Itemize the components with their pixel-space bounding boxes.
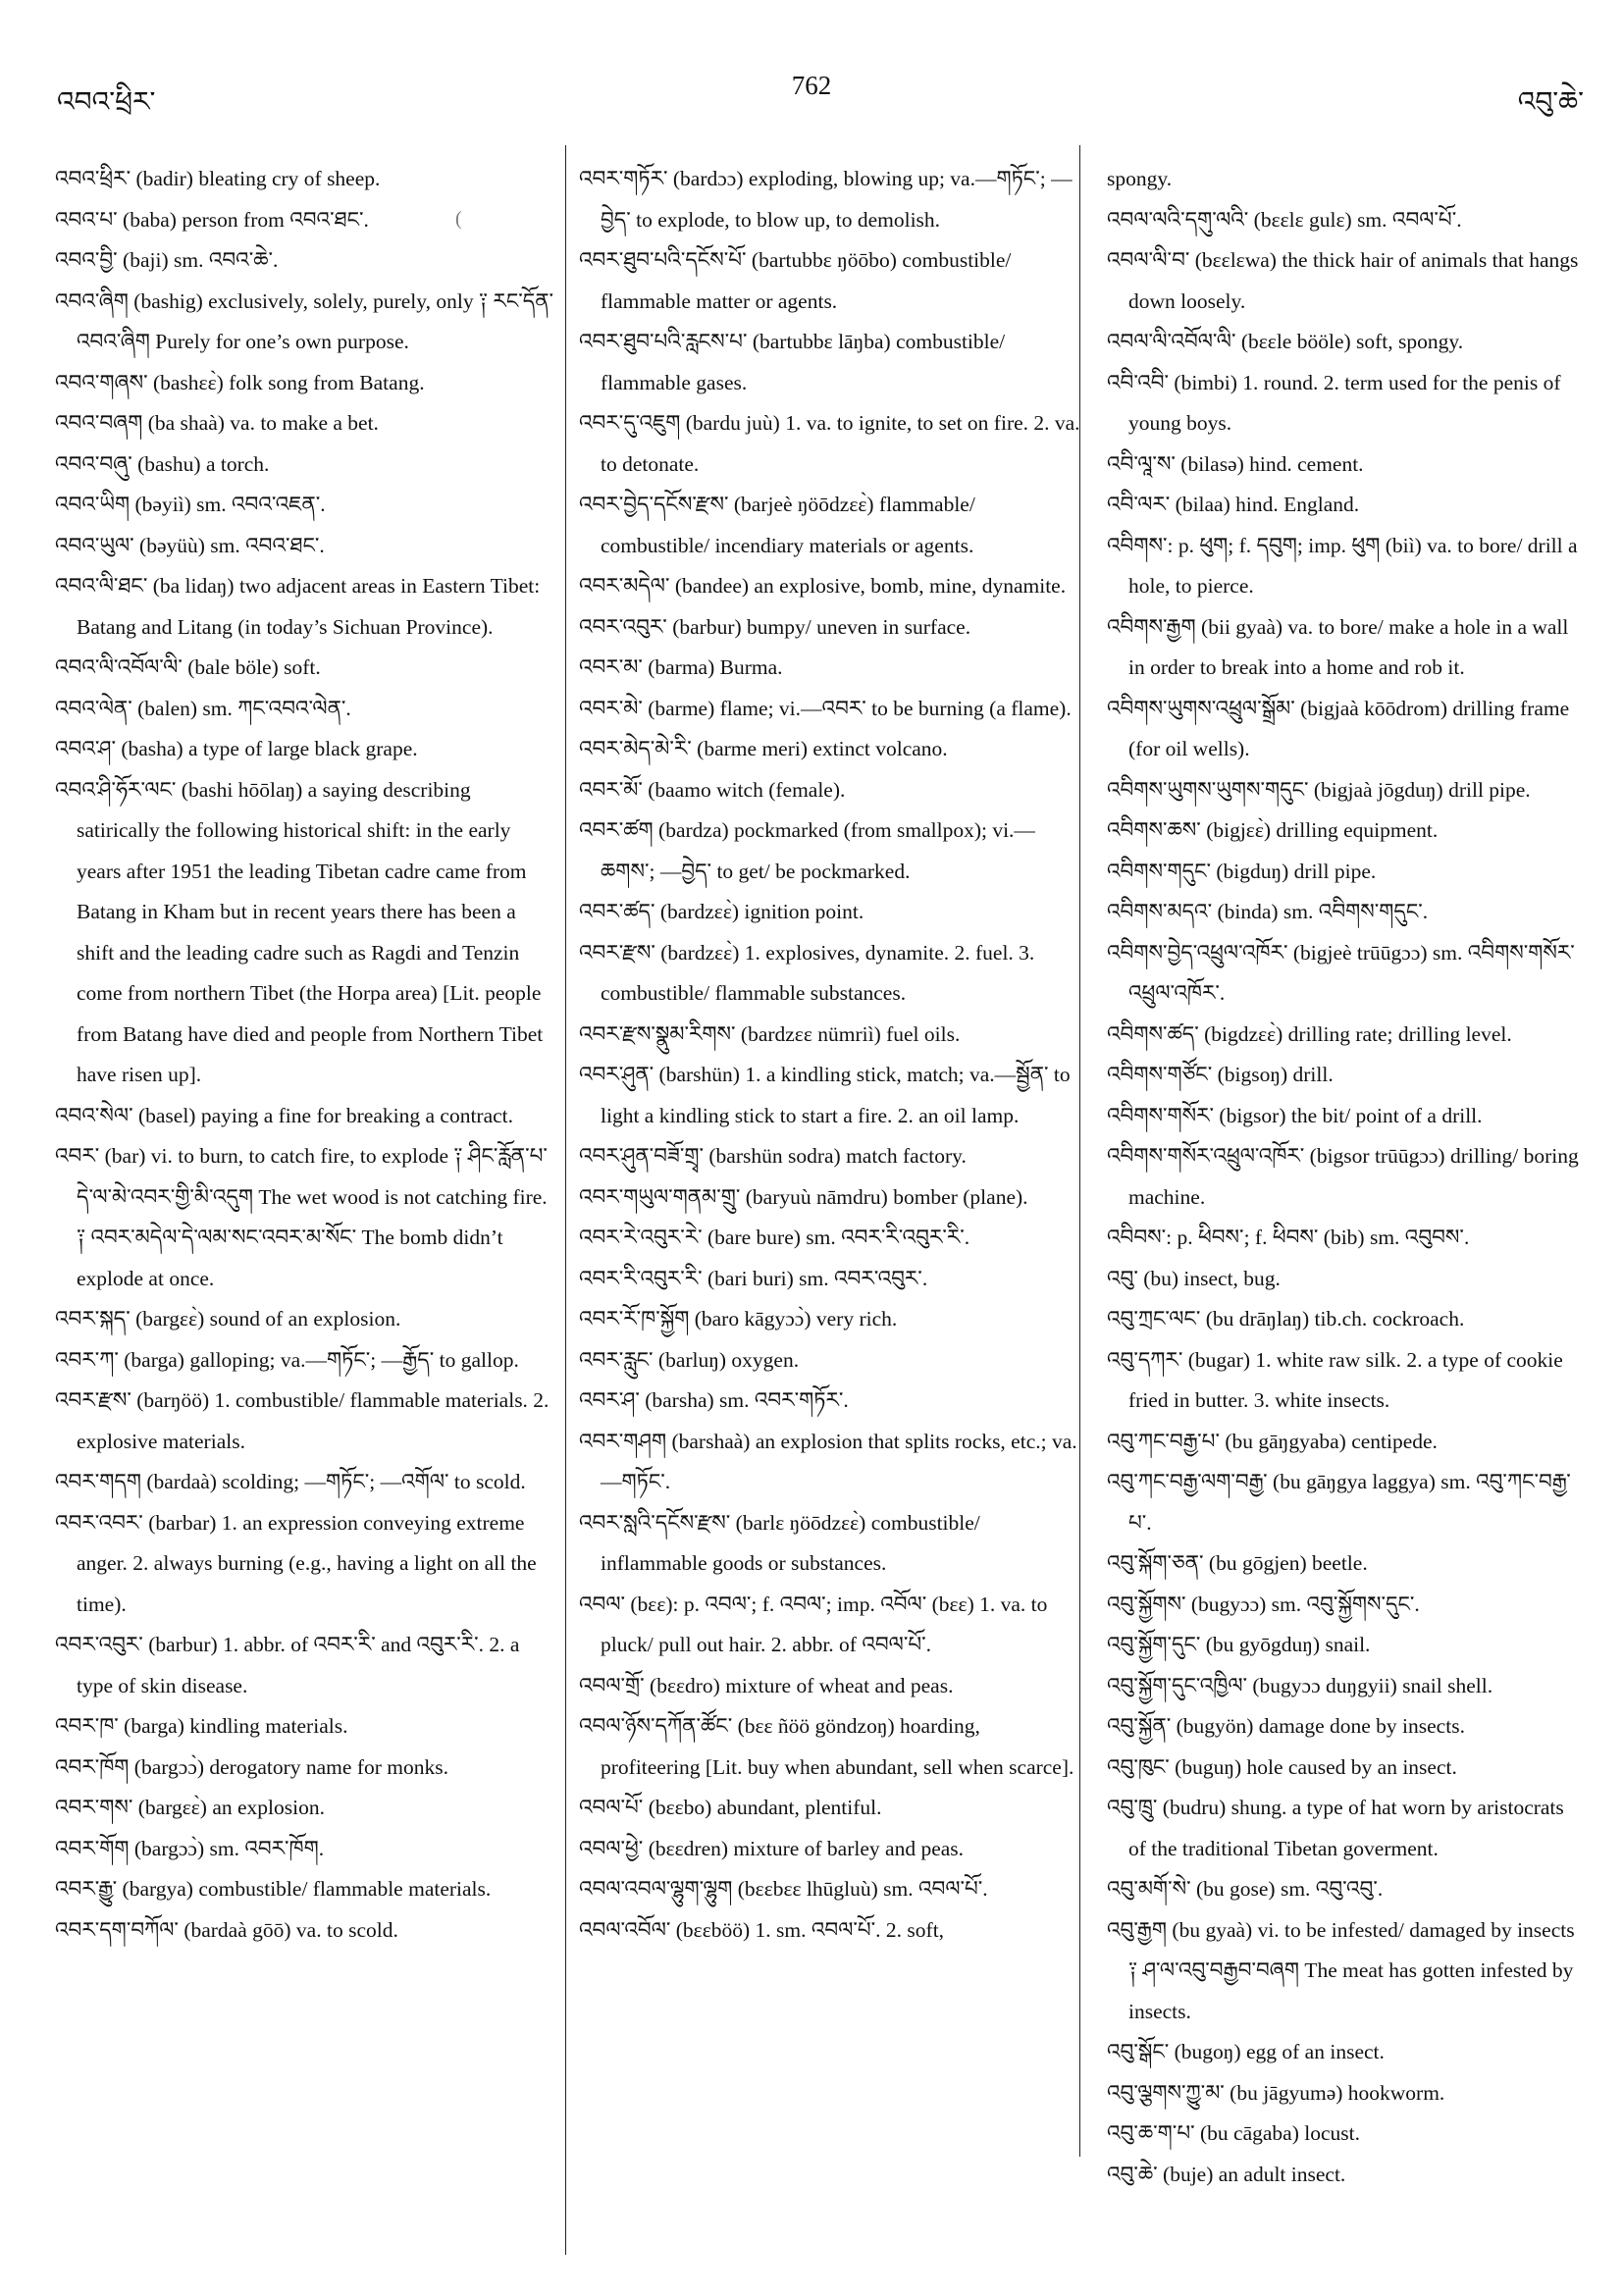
dictionary-entry: འབུ་མགོ་སེ་ (bu gose) sm. འབུ་འབུ་. — [1107, 1877, 1384, 1901]
dictionary-entry: འབར་རྫས་སྣུམ་རིགས་ (bardzɛɛ nümriì) fuel oils. — [579, 1021, 961, 1046]
column-right — [1107, 159, 1586, 2269]
dictionary-entry: འབར་ (bar) vi. to burn, to catch fire, to explode ༑ ཤིང་རློན་པ་དེ་ལ་མེ་འབར་གྱི་མི་འདུག The wet wood is not catching fire. ༑ འབར་མདེལ་དེ་ལམ་སང་འབར་མ་སོང་ The bomb didn’t explode at once. — [55, 1144, 548, 1290]
dictionary-entry: འབར་ཐུབ་པའི་དངོས་པོ་ (bartubbɛ ŋöōbo) combustible/ flammable matter or agents. — [579, 248, 1012, 313]
dictionary-entry: འབར་རྒྱུ་ (bargya) combustible/ flammable materials. — [55, 1877, 492, 1901]
dictionary-entry: འབའ་ཕྲིར་ (badir) bleating cry of sheep. — [55, 167, 381, 190]
dictionary-entry: འབིགས་གདུང་ (bigduŋ) drill pipe. — [1107, 859, 1377, 883]
dictionary-entry: འབར་ཤུན་ (barshün) 1. a kindling stick, match; va.—སྦྱོན་ to light a kindling stick to start a fire. 2. an oil lamp. — [579, 1063, 1071, 1127]
dictionary-entry: འབིགས་རྒྱག (bii gyaà) va. to bore/ make a hole in a wall in order to break into a home and rob it. — [1107, 614, 1569, 679]
dictionary-entry: འབར་མེ་ (barme) flame; vi.—འབར་ to be burning (a flame). — [579, 696, 1072, 720]
dictionary-entry: འབར་ཤ་ (barsha) sm. འབར་གཏོར་. — [579, 1388, 849, 1412]
dictionary-entry: འབར་མེད་མེ་རི་ (barme meri) extinct volcano. — [579, 737, 948, 760]
dictionary-entry: འབའ་ཡུལ་ (bəyüù) sm. འབའ་ཐང་. — [55, 533, 325, 557]
dictionary-entry: འབར་ཁ་ (barga) kindling materials. — [55, 1714, 348, 1738]
dictionary-entry: འབར་མདེལ་ (bandee) an explosive, bomb, mine, dynamite. — [579, 574, 1067, 598]
dictionary-entry: འབིབས་: p. ཕིབས་; f. ཕིབས་ (bib) sm. འབུབས་. — [1107, 1226, 1470, 1249]
left-running-head: འབའ་ཕྲིར་ — [57, 87, 156, 118]
dictionary-entry: འབར་གཏོར་ (bardɔɔ) exploding, blowing up; va.—གཏོང་; —བྱེད་ to explode, to blow up, to demolish. — [579, 167, 1073, 232]
dictionary-entry: འབུ་སྐྱོག་དུང་ (bu gyōgduŋ) snail. — [1107, 1633, 1371, 1656]
dictionary-entry: འབའ་པ་ (baba) person from འབའ་ཐང་. — [55, 207, 369, 232]
dictionary-entry: འབར་འབར་ (barbar) 1. an expression conveying extreme anger. 2. always burning (e.g., having a light on all the time). — [55, 1510, 537, 1616]
dictionary-entry: འབར་གཡུལ་གནམ་གྲུ་ (baryuù nāmdru) bomber (plane). — [579, 1184, 1028, 1209]
dictionary-entry: འབལ་ལི་འབོལ་ལི་ (bɛɛle bööle) soft, spongy. — [1107, 330, 1464, 353]
dictionary-entry: འབལ་འབོལ་ (bɛɛböö) 1. sm. འབལ་པོ་. 2. soft, — [579, 1917, 945, 1942]
dictionary-entry: འབིགས་ཡུགས་ཡུགས་གདུང་ (bigjaà jōgduŋ) drill pipe. — [1107, 777, 1531, 802]
dictionary-entry: spongy. — [1107, 167, 1173, 190]
dictionary-entry: འབུ་རྒྱག (bu gyaà) vi. to be infested/ damaged by insects ༑ ཤ་ལ་འབུ་བརྒྱབ་བཞག The meat has gotten infested by insects. — [1107, 1917, 1575, 2023]
dictionary-entry: འབུ་ཀྲང་ལང་ (bu drāŋlaŋ) tib.ch. cockroach. — [1107, 1307, 1465, 1331]
dictionary-entry: འབའ་སེལ་ (basel) paying a fine for breaking a contract. — [55, 1103, 514, 1127]
dictionary-entry: འབར་རོ་ཁ་སྐྱོག (baro kāgyɔɔ̀) very rich. — [579, 1307, 898, 1331]
dictionary-entry: འབུ་ཀང་བརྒྱ་པ་ (bu gāŋgyaba) centipede. — [1107, 1429, 1438, 1453]
dictionary-entry: འབི་ལར་ (bilaa) hind. England. — [1107, 493, 1360, 516]
dictionary-entry: འབི་ལཱ་ས་ (bilasə) hind. cement. — [1107, 451, 1364, 476]
dictionary-entry: འབར་མ་ (barma) Burma. — [579, 655, 783, 679]
dictionary-entry: འབུ་ལྕགས་ཀྱུ་མ་ (bu jāgyumə) hookworm. — [1107, 2080, 1445, 2105]
dictionary-entry: འབའ་བཞུ་ (bashu) a torch. — [55, 451, 270, 476]
column-middle — [579, 159, 1081, 2269]
dictionary-entry: འབར་གཤག (barshaà) an explosion that splits rocks, etc.; va.—གཏོང་. — [579, 1429, 1077, 1493]
dictionary-entry: འབར་གོག (bargɔɔ̀) sm. འབར་ཁོག. — [55, 1836, 325, 1860]
dictionary-entry: འབར་ཐུབ་པའི་རླངས་པ་ (bartubbɛ lāŋba) combustible/ flammable gases. — [579, 330, 1006, 394]
dictionary-entry: འབའ་ལི་ཐང་ (ba lidaŋ) two adjacent areas in Eastern Tibet: Batang and Litang (in today’s Sichuan Province). — [55, 574, 541, 639]
dictionary-entry: འབར་ཀ་ (barga) galloping; va.—གཏོང་; —རྒྱོད་ to gallop. — [55, 1347, 519, 1372]
page-number: 762 — [791, 71, 832, 100]
dictionary-entry: འབར་འབུར་ (barbur) 1. abbr. of འབར་རི་ and འབུར་རི་. 2. a type of skin disease. — [55, 1633, 520, 1697]
dictionary-entry: འབུ་ཀང་བརྒྱ་ལག་བརྒྱ་ (bu gāŋgya laggya) sm. འབུ་ཀང་བརྒྱ་པ་. — [1107, 1470, 1571, 1535]
dictionary-entry: འབར་ཁོག (bargɔɔ̀) derogatory name for monks. — [55, 1754, 448, 1779]
dictionary-entry: འབལ་ལའི་དགུ་ལའི་ (bɛɛlɛ gulɛ) sm. འབལ་པོ་. — [1107, 207, 1462, 232]
dictionary-entry: འབར་དུ་འཇུག (bardu juù) 1. va. to ignite, to set on fire. 2. va. to detonate. — [579, 411, 1080, 476]
dictionary-entry: འབར་གས་ (bargɛɛ̀) an explosion. — [55, 1796, 325, 1819]
dictionary-entry: འབའ་ལི་འབོལ་ལི་ (bale böle) soft. — [55, 655, 321, 679]
dictionary-entry: འབར་ཤུན་བཟོ་གྲྭ་ (barshün sodra) match factory. — [579, 1144, 967, 1168]
dictionary-entry: འབལ་ (bɛɛ): p. འབལ་; f. འབལ་; imp. འབོལ་ (bɛɛ) 1. va. to pluck/ pull out hair. 2. abbr. of འབལ་པོ་. — [579, 1592, 1048, 1656]
dictionary-entry: འབར་རྫས་ (barŋöö) 1. combustible/ flammable materials. 2. explosive materials. — [55, 1388, 550, 1453]
dictionary-entry: འབིགས་གསོར་ (bigsor) the bit/ point of a drill. — [1107, 1103, 1483, 1127]
dictionary-entry: འབལ་ཉོས་དཀོན་ཚོང་ (bɛɛ ñöö göndzoŋ) hoarding, profiteering [Lit. buy when abundant, sell when scarce]. — [579, 1714, 1074, 1779]
dictionary-entry: འབར་གདག (bardaà) scolding; —གཏོང་; —འགོལ་ to scold. — [55, 1470, 526, 1493]
dictionary-entry: འབར་འབུར་ (barbur) bumpy/ uneven in surface. — [579, 614, 971, 639]
dictionary-entry: འབའ་ཞིག (bashig) exclusively, solely, purely, only ༑ རང་དོན་འབའ་ཞིག Purely for one’s own purpose. — [55, 288, 554, 353]
dictionary-entry: འབར་སླའི་དངོས་རྫས་ (barlɛ ŋöōdzɛɛ̀) combustible/ inflammable goods or substances. — [579, 1510, 980, 1575]
column-divider — [565, 145, 566, 2255]
dictionary-entry: འབུ་ཁྲུ་ (budru) shung. a type of hat worn by aristocrats of the traditional Tibetan goverment. — [1107, 1796, 1564, 1860]
dictionary-entry: འབལ་ལི་བ་ (bɛɛlɛwa) the thick hair of animals that hangs down loosely. — [1107, 248, 1579, 313]
dictionary-entry: འབར་ཚད་ (bardzɛɛ̀) ignition point. — [579, 900, 864, 923]
dictionary-entry: འབའ་བཞག (ba shaà) va. to make a bet. — [55, 411, 379, 435]
dictionary-entry: འབུ་ཁུང་ (buguŋ) hole caused by an insect. — [1107, 1754, 1457, 1779]
dictionary-entry: འབུ་ (bu) insect, bug. — [1107, 1266, 1281, 1290]
dictionary-entry: འབུ་སྐྱོན་ (bugyön) damage done by insects. — [1107, 1714, 1465, 1738]
dictionary-entry: འབར་རི་འབུར་རི་ (bari buri) sm. འབར་འབུར་. — [579, 1266, 928, 1290]
dictionary-entry: འབུ་སྒོང་ (bugoŋ) egg of an insect. — [1107, 2040, 1385, 2063]
dictionary-entry: འབའ་ཤ་ (basha) a type of large black grape. — [55, 737, 418, 760]
scan-edge-dots — [0, 6, 1623, 10]
dictionary-entry: འབུ་ཆ་ག་པ་ (bu cāgaba) locust. — [1107, 2121, 1360, 2145]
dictionary-entry: འབི་འབི་ (bimbi) 1. round. 2. term used for the penis of young boys. — [1107, 370, 1561, 435]
dictionary-entry: འབུ་ཆེ་ (buje) an adult insect. — [1107, 2162, 1346, 2186]
dictionary-entry: འབའ་གཞས་ (bashɛɛ̀) folk song from Batang. — [55, 370, 425, 394]
column-left — [55, 159, 557, 2269]
dictionary-entry: འབུ་དཀར་ (bugar) 1. white raw silk. 2. a type of cookie fried in butter. 3. white insects. — [1107, 1347, 1563, 1412]
dictionary-entry: འབུ་སྐྱོག་དུང་འཁྱིལ་ (bugyɔɔ duŋgyii) snail shell. — [1107, 1673, 1493, 1697]
dictionary-entry: འབལ་འབལ་ལྷུག་ལྷུག (bɛɛbɛɛ lhūgluù) sm. འབལ་པོ་. — [579, 1877, 988, 1901]
dictionary-entry: འབིགས་མདའ་ (binda) sm. འབིགས་གདུང་. — [1107, 900, 1429, 923]
dictionary-entry: འབལ་གྲོ་ (bɛɛdro) mixture of wheat and peas. — [579, 1673, 954, 1697]
dictionary-entry: འབར་མོ་ (baamo witch (female). — [579, 777, 846, 802]
dictionary-entry: འབར་དག་བཀོལ་ (bardaà gōō) va. to scold. — [55, 1917, 398, 1942]
dictionary-entry: འབིགས་ཡུགས་འཕྲུལ་སྒྲོམ་ (bigjaà kōōdrom) drilling frame (for oil wells). — [1107, 696, 1570, 760]
dictionary-entry: འབུ་སྐོག་ཅན་ (bu gōgjen) beetle. — [1107, 1551, 1368, 1575]
dictionary-entry: འབིགས་གསོར་འཕྲུལ་འཁོར་ (bigsor trūūgɔɔ) drilling/ boring machine. — [1107, 1144, 1579, 1209]
dictionary-entry: འབའ་ཡིག (bəyiì) sm. འབའ་འཇན་. — [55, 493, 326, 516]
dictionary-entry: འབིགས་ཆས་ (bigjɛɛ̀) drilling equipment. — [1107, 818, 1439, 842]
dictionary-entry: འབའ་ཤི་ཧོར་ལང་ (bashi hōōlaŋ) a saying describing satirically the following historical shift: in the early years after 1951 the leading Tibetan cadre came from Batang in Kham but in recent years there has been a shift and the leading cadre such as Ragdi and Tenzin come from northern Tibet (the Horpa area) [Lit. people from Batang have died and people from Northern Tibet have risen up]. — [55, 777, 544, 1086]
dictionary-entry: འབའ་བྱི་ (baji) sm. འབའ་ཆེ་. — [55, 248, 279, 272]
dictionary-entry: འབར་རེ་འབུར་རེ་ (bare bure) sm. འབར་རི་འབུར་རི་. — [579, 1226, 970, 1249]
dictionary-entry: འབིགས་: p. ཕུག; f. དབུག; imp. ཕུག (biì) va. to bore/ drill a hole, to pierce. — [1107, 533, 1578, 598]
dictionary-entry: འབུ་སྐྱོགས་ (bugyɔɔ) sm. འབུ་སྐྱོགས་དུང་. — [1107, 1592, 1420, 1616]
dictionary-entry: འབའ་ལེན་ (balen) sm. ཀང་འབའ་ལེན་. — [55, 696, 351, 720]
dictionary-entry: འབིགས་གཙོང་ (bigsoŋ) drill. — [1107, 1063, 1334, 1086]
dictionary-entry: འབར་རླུང་ (barluŋ) oxygen. — [579, 1347, 800, 1372]
dictionary-entry: འབར་ཚག (bardza) pockmarked (from smallpox); vi.—ཆགས་; —བྱེད་ to get/ be pockmarked. — [579, 818, 1035, 883]
dictionary-entry: འབར་རྫས་ (bardzɛɛ̀) 1. explosives, dynamite. 2. fuel. 3. combustible/ flammable substances. — [579, 940, 1035, 1005]
scan-mark: ( — [455, 208, 462, 230]
dictionary-entry: འབིགས་བྱེད་འཕྲུལ་འཁོར་ (bigjeè trūūgɔɔ) sm. འབིགས་གསོར་འཕྲུལ་འཁོར་. — [1107, 940, 1575, 1005]
right-running-head: འབུ་ཆེ་ — [1517, 87, 1584, 118]
dictionary-entry: འབར་བྱེད་དངོས་རྫས་ (barjeè ŋöōdzɛɛ̀) flammable/ combustible/ incendiary materials or agents. — [579, 493, 975, 557]
dictionary-entry: འབིགས་ཚད་ (bigdzɛɛ̀) drilling rate; drilling level. — [1107, 1021, 1512, 1046]
dictionary-entry: འབར་སྐད་ (bargɛɛ̀) sound of an explosion. — [55, 1307, 401, 1331]
dictionary-entry: འབལ་ཕྱེ་ (bɛɛdren) mixture of barley and peas. — [579, 1836, 965, 1860]
dictionary-entry: འབལ་པོ་ (bɛɛbo) abundant, plentiful. — [579, 1796, 882, 1819]
